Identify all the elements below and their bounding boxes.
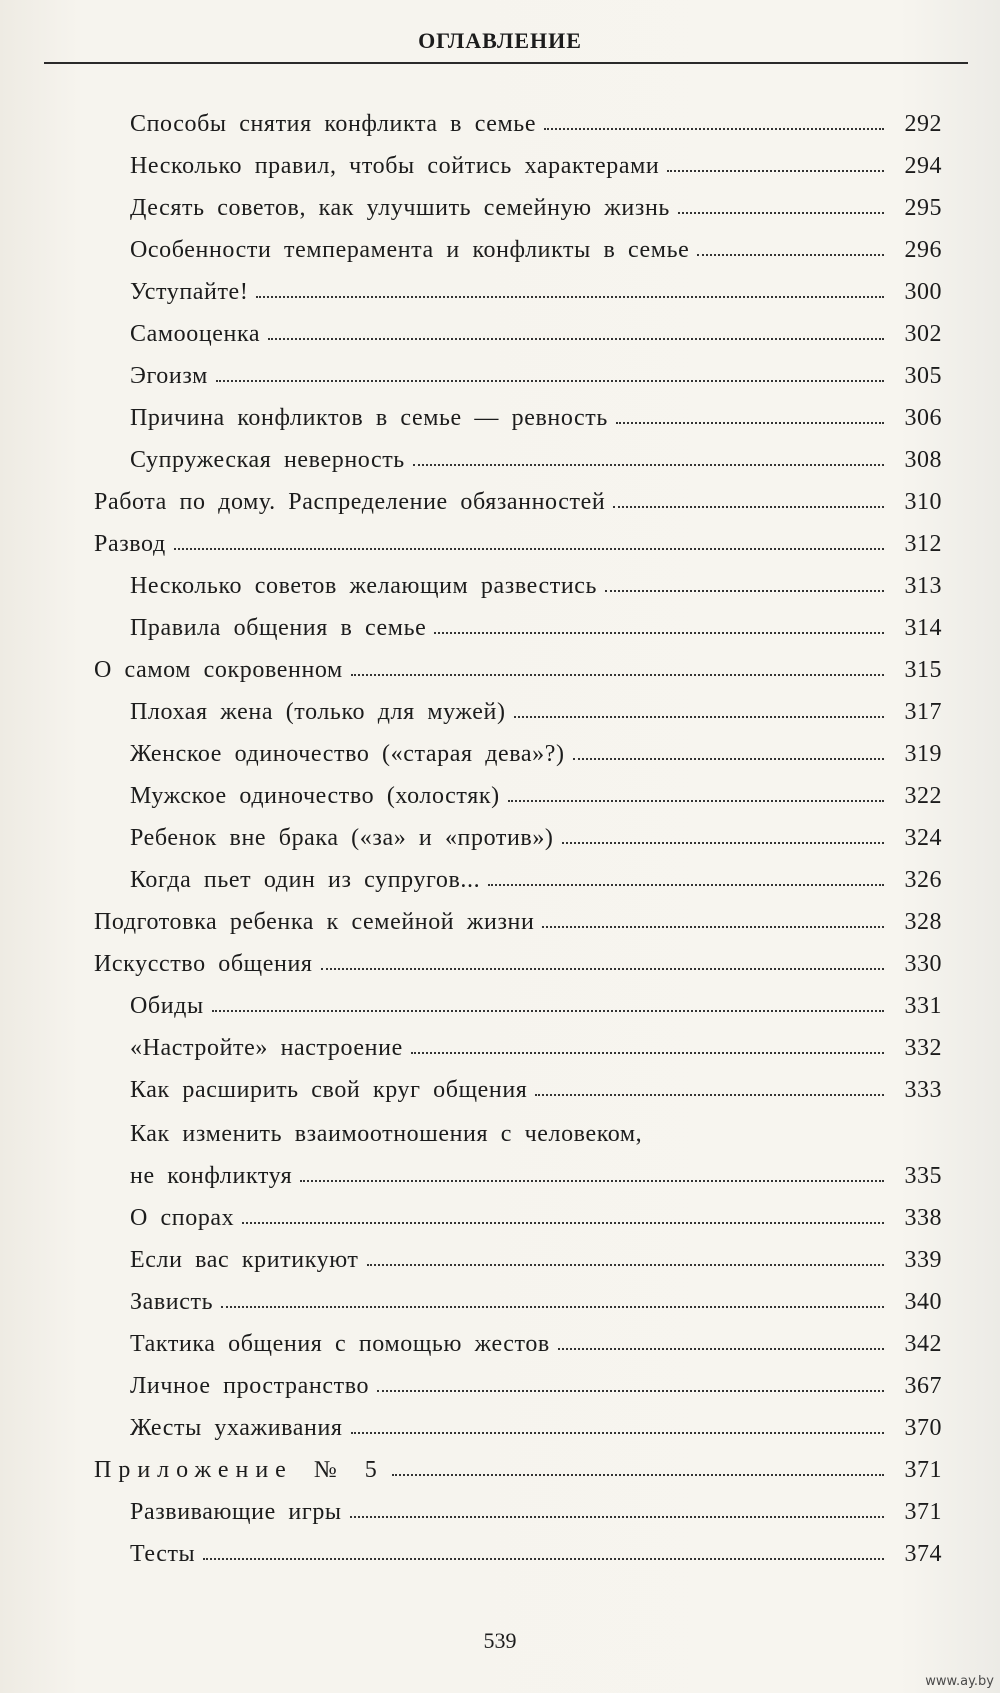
dot-leader [667,170,884,172]
toc-entry-title: О спорах [130,1205,235,1231]
toc-entry-title: Ребенок вне брака («за» и «против») [130,825,554,851]
page-title: ОГЛАВЛЕНИЕ [418,28,582,53]
toc-section [0,894,1000,936]
toc-entry-page: 370 [904,1415,942,1441]
dot-leader [216,380,884,382]
toc-entry-title: Жесты ухаживания [130,1415,343,1441]
dot-leader [221,1306,884,1308]
dot-leader [558,1348,884,1350]
toc-entry [0,1358,1000,1400]
toc-section-page: 371 [904,1457,942,1483]
toc-section-page: 330 [904,951,942,977]
toc-entry-page: 306 [904,405,942,431]
toc-entry [0,768,1000,810]
toc-entry-title: Тесты [130,1541,196,1567]
site-watermark: www.ay.by [925,1674,994,1689]
toc-entry-title: Причина конфликтов в семье — ревность [130,405,608,431]
toc-entry-title: Зависть [130,1289,214,1315]
toc-entry-title: Развивающие игры [130,1499,342,1525]
toc-entry [0,852,1000,894]
toc-entry [0,348,1000,390]
toc-entry-title: «Настройте» настроение [130,1035,403,1061]
toc-section-title: О самом сокровенном [94,657,343,683]
dot-leader [242,1222,884,1224]
toc-entry-page: 342 [904,1331,942,1357]
toc-entry-page: 295 [904,195,942,221]
toc-entry [0,1020,1000,1062]
toc-entry-title: Самооценка [130,321,261,347]
toc-entry-title: Десять советов, как улучшить семейную жизнь [130,195,670,221]
toc-entry-title: Личное пространство [130,1373,370,1399]
dot-leader [351,1432,884,1434]
toc-section [0,642,1000,684]
toc-entry-first-line [0,1104,1000,1148]
dot-leader [508,800,884,802]
toc-entry-title: Плохая жена (только для мужей) [130,699,506,725]
toc-entry [0,138,1000,180]
dot-leader [321,968,884,970]
toc-section [0,936,1000,978]
toc-entry-title: Если вас критикуют [130,1247,359,1273]
toc-entry-title: Обиды [130,993,204,1019]
dot-leader [367,1264,884,1266]
toc-entry [0,1316,1000,1358]
toc-section-page: 312 [904,531,942,557]
toc-entry-page: 324 [904,825,942,851]
page-number: 539 [483,1628,517,1653]
toc-entry-title: Несколько советов желающим развестись [130,573,598,599]
toc-entry [0,390,1000,432]
toc-entry-title: Правила общения в семье [130,615,427,641]
toc-entry [0,1274,1000,1316]
dot-leader [300,1180,884,1182]
toc-entry-title: Супружеская неверность [130,447,405,473]
toc-entry [0,264,1000,306]
toc-entry-page: 302 [904,321,942,347]
toc-entry-page: 319 [904,741,942,767]
toc-entry [0,978,1000,1020]
toc-entry [0,810,1000,852]
toc-entry [0,600,1000,642]
toc-entry-page: 371 [904,1499,942,1525]
dot-leader [562,842,884,844]
dot-leader [350,1516,884,1518]
dot-leader [256,296,884,298]
toc-entry-page: 308 [904,447,942,473]
toc-entry [0,1062,1000,1104]
table-of-contents [0,96,1000,1568]
toc-entry-title: не конфликтуя [130,1163,293,1189]
toc-section-title: Приложение № 5 [94,1457,384,1483]
toc-entry-page: 317 [904,699,942,725]
dot-leader [514,716,884,718]
toc-section-title: Работа по дому. Распределение обязанностей [94,489,606,515]
toc-entry-page: 292 [904,111,942,137]
toc-section-title: Искусство общения [94,951,313,977]
dot-leader [268,338,884,340]
dot-leader [203,1558,884,1560]
toc-entry [0,1484,1000,1526]
toc-section-title: Подготовка ребенка к семейной жизни [94,909,535,935]
toc-entry-page: 331 [904,993,942,1019]
toc-entry-page: 340 [904,1289,942,1315]
dot-leader [678,212,884,214]
dot-leader [174,548,884,550]
toc-entry-title: Несколько правил, чтобы сойтись характерами [130,153,660,179]
toc-entry [0,432,1000,474]
toc-entry [0,96,1000,138]
toc-entry-title: Уступайте! [130,279,249,305]
toc-section [0,1442,1000,1484]
toc-entry-page: 333 [904,1077,942,1103]
dot-leader [212,1010,884,1012]
toc-entry-title: Способы снятия конфликта в семье [130,111,537,137]
toc-entry-page: 339 [904,1247,942,1273]
toc-entry-title: Как изменить взаимоотношения с человеком, [130,1121,643,1147]
toc-entry-page: 367 [904,1373,942,1399]
toc-section [0,474,1000,516]
toc-entry-page: 313 [904,573,942,599]
toc-entry [0,1232,1000,1274]
dot-leader [351,674,884,676]
dot-leader [544,128,884,130]
toc-entry-page: 332 [904,1035,942,1061]
toc-section-page: 310 [904,489,942,515]
dot-leader [697,254,884,256]
toc-entry-title: Особенности темперамента и конфликты в семье [130,237,690,263]
dot-leader [542,926,884,928]
dot-leader [605,590,884,592]
toc-entry [0,222,1000,264]
toc-entry-title: Когда пьет один из супругов... [130,867,481,893]
toc-entry [0,1148,1000,1190]
toc-entry [0,1526,1000,1568]
dot-leader [411,1052,884,1054]
toc-entry-page: 296 [904,237,942,263]
toc-entry-title: Мужское одиночество (холостяк) [130,783,500,809]
dot-leader [535,1094,884,1096]
toc-entry-title: Тактика общения с помощью жестов [130,1331,550,1357]
toc-entry-page: 294 [904,153,942,179]
toc-entry [0,1190,1000,1232]
toc-entry [0,1400,1000,1442]
toc-section [0,516,1000,558]
dot-leader [616,422,884,424]
header-divider [44,62,968,64]
toc-entry-page: 335 [904,1163,942,1189]
dot-leader [434,632,884,634]
toc-entry-title: Женское одиночество («старая дева»?) [130,741,565,767]
toc-entry [0,684,1000,726]
dot-leader [413,464,884,466]
toc-entry [0,558,1000,600]
toc-entry-title: Как расширить свой круг общения [130,1077,528,1103]
toc-entry-page: 338 [904,1205,942,1231]
dot-leader [573,758,884,760]
dot-leader [613,506,884,508]
toc-entry [0,726,1000,768]
dot-leader [488,884,884,886]
toc-section-page: 315 [904,657,942,683]
toc-entry-title: Эгоизм [130,363,208,389]
dot-leader [392,1474,884,1476]
dot-leader [377,1390,884,1392]
toc-entry-page: 326 [904,867,942,893]
toc-entry-page: 374 [904,1541,942,1567]
toc-section-page: 328 [904,909,942,935]
toc-section-title: Развод [94,531,166,557]
toc-entry-page: 314 [904,615,942,641]
toc-entry-page: 305 [904,363,942,389]
toc-entry [0,180,1000,222]
toc-entry-page: 322 [904,783,942,809]
toc-entry [0,306,1000,348]
toc-entry-page: 300 [904,279,942,305]
